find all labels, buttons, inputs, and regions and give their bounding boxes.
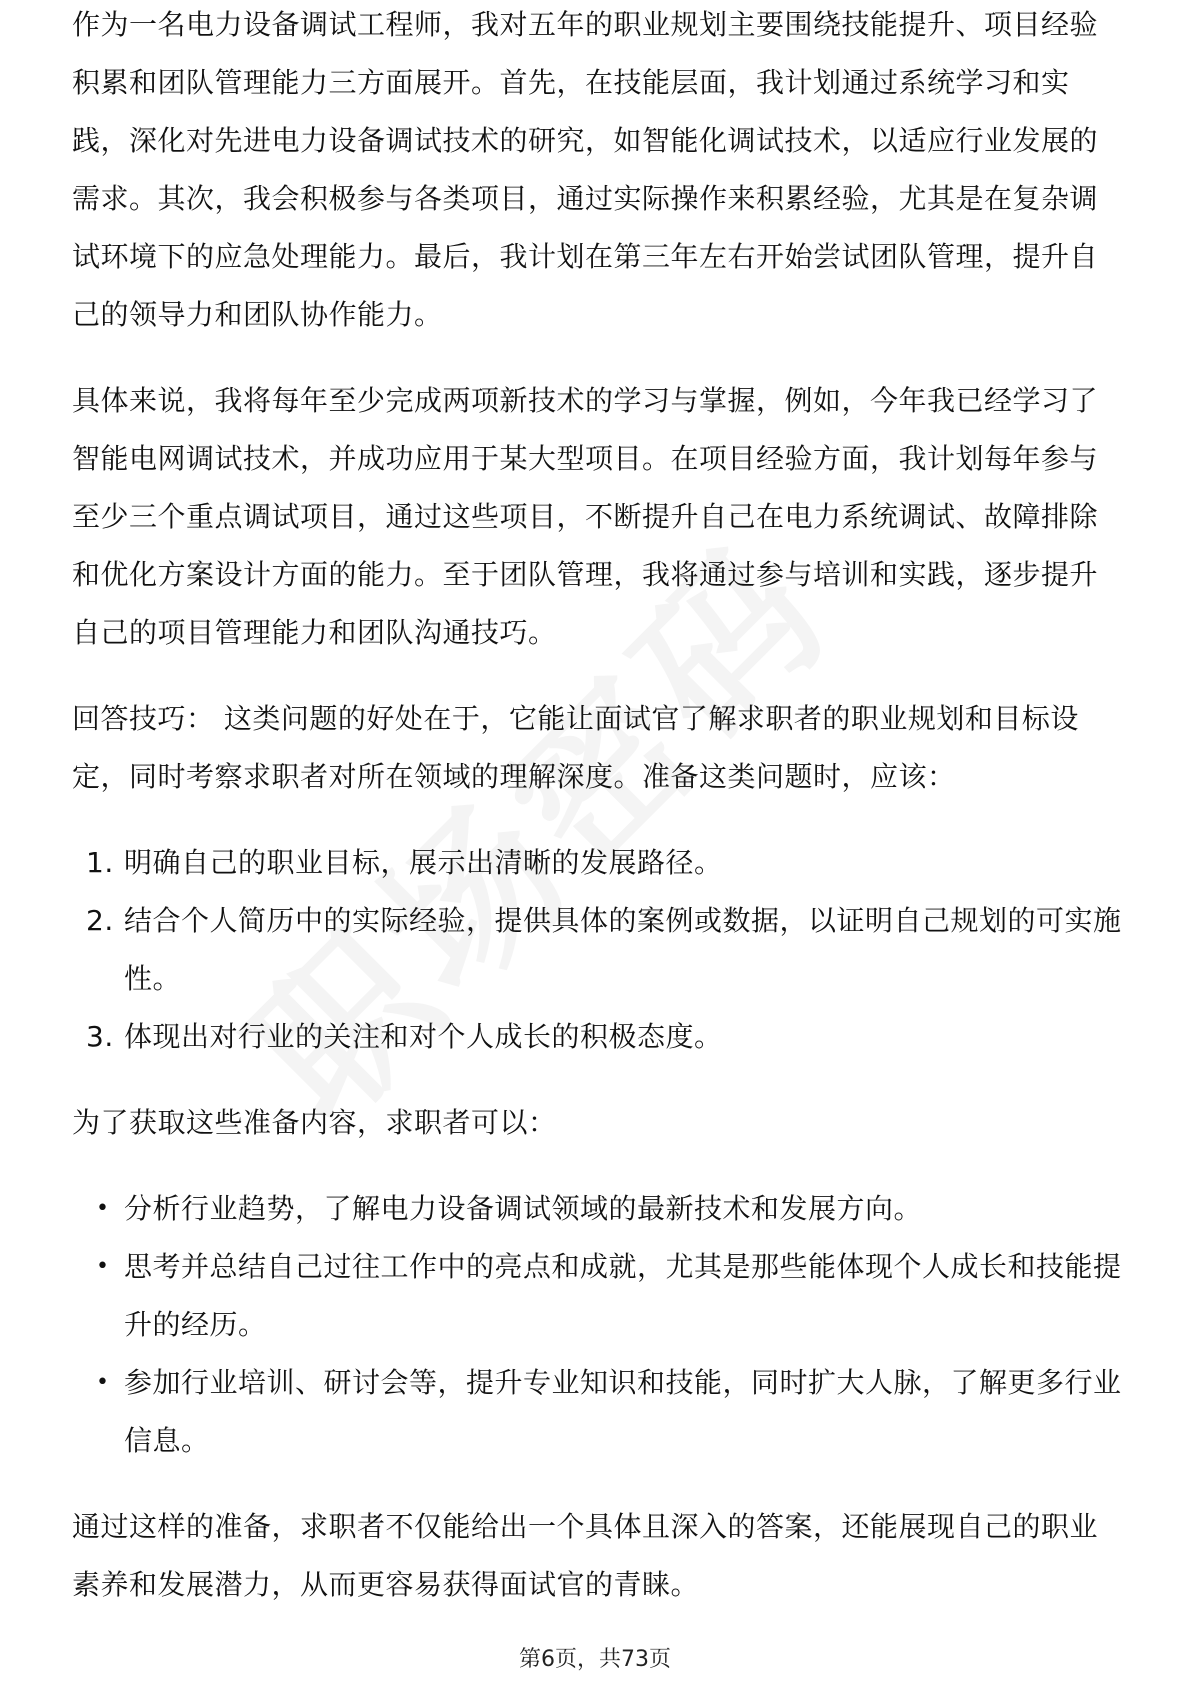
page-content: [72, 8, 1122, 1642]
list-item: [72, 892, 1122, 1008]
paragraph-career-plan: 作为一名电力设备调试工程师，我对五年的职业规划主要围绕技能提升、项目经验积累和团队管理能力三方面展开。首先，在技能层面，我计划通过系统学习和实践，深化对先进电力设备调试技术的研究，如智能化调试技术，以适应行业发展的需求。其次，我会积极参与各类项目，通过实际操作来积累经验，尤其是在复杂调试环境下的应急处理能力。最后，我计划在第三年左右开始尝试团队管理，提升自己的领导力和团队协作能力。: [72, 8, 1099, 331]
list-number: 1.: [86, 846, 114, 879]
list-item: [72, 1180, 1122, 1238]
list-item-text: 分析行业趋势，了解电力设备调试领域的最新技术和发展方向。: [124, 1192, 923, 1225]
list-item: [72, 1008, 1122, 1066]
list-item-text: 结合个人简历中的实际经验，提供具体的案例或数据，以证明自己规划的可实施性。: [124, 904, 1122, 995]
list-item-text: 明确自己的职业目标，展示出清晰的发展路径。: [124, 846, 723, 879]
paragraph-conclusion: 通过这样的准备，求职者不仅能给出一个具体且深入的答案，还能展现自己的职业素养和发展潜力，从而更容易获得面试官的青睐。: [72, 1510, 1099, 1601]
list-item-text: 思考并总结自己过往工作中的亮点和成就，尤其是那些能体现个人成长和技能提升的经历。: [124, 1250, 1122, 1341]
paragraph-answer-tips: 回答技巧： 这类问题的好处在于，它能让面试官了解求职者的职业规划和目标设定，同时考察求职者对所在领域的理解深度。准备这类问题时，应该：: [72, 702, 1079, 793]
bullet-list: [72, 1180, 1122, 1470]
bullet-icon: •: [96, 1254, 110, 1279]
paragraph-prep-intro: 为了获取这些准备内容，求职者可以：: [72, 1106, 557, 1139]
paragraph-details: 具体来说，我将每年至少完成两项新技术的学习与掌握，例如，今年我已经学习了智能电网调试技术，并成功应用于某大型项目。在项目经验方面，我计划每年参与至少三个重点调试项目，通过这些项目，不断提升自己在电力系统调试、故障排除和优化方案设计方面的能力。至于团队管理，我将通过参与培训和实践，逐步提升自己的项目管理能力和团队沟通技巧。: [72, 384, 1099, 649]
list-item-text: 体现出对行业的关注和对个人成长的积极态度。: [124, 1020, 723, 1053]
numbered-list: [72, 834, 1122, 1066]
list-item: [72, 834, 1122, 892]
page-number: 第6页，共73页: [519, 1647, 671, 1672]
bullet-icon: •: [96, 1196, 110, 1221]
list-item: [72, 1238, 1122, 1354]
list-item-text: 参加行业培训、研讨会等，提升专业知识和技能，同时扩大人脉，了解更多行业信息。: [124, 1366, 1122, 1457]
list-number: 3.: [86, 1020, 114, 1053]
list-number: 2.: [86, 904, 114, 937]
list-item: [72, 1354, 1122, 1470]
bullet-icon: •: [96, 1370, 110, 1395]
